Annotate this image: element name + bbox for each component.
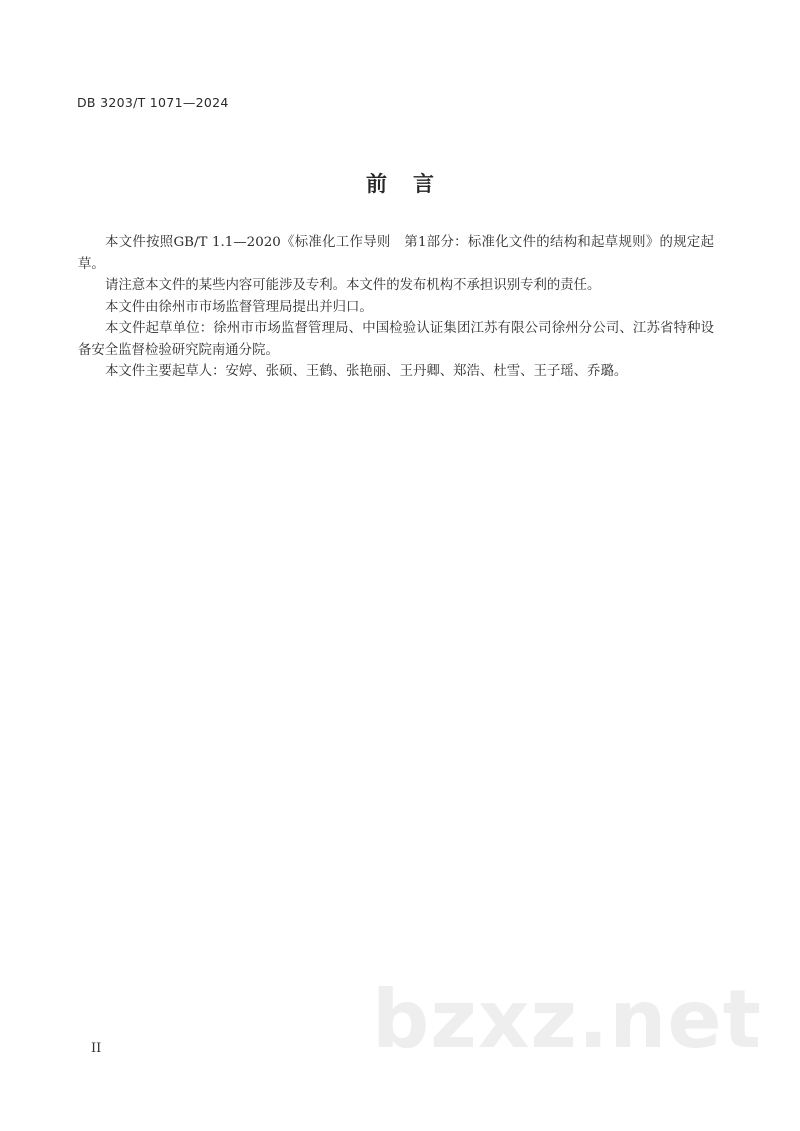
paragraph-proposer: 本文件由徐州市市场监督管理局提出并归口。 — [105, 299, 373, 315]
document-number: DB 3203/T 1071—2024 — [77, 95, 229, 110]
page-title: 前言 — [366, 172, 460, 196]
paragraph-drafters: 本文件主要起草人：安婷、张硕、王鹤、张艳丽、王丹卿、郑浩、杜雪、王子瑶、乔璐。 — [105, 364, 628, 379]
watermark: bzxz.net — [372, 973, 762, 1066]
paragraph-drafting-units: 本文件起草单位：徐州市市场监督管理局、中国检验认证集团江苏有限公司徐州分公司、江苏省特种设备安全监督检验研究院南通分院。 — [78, 321, 714, 358]
paragraph-patent-notice: 请注意本文件的某些内容可能涉及专利。本文件的发布机构不承担识别专利的责任。 — [105, 278, 601, 293]
paragraph-drafting-rules: 本文件按照GB/T 1.1—2020《标准化工作导则 第1部分：标准化文件的结构和起草规则》的规定起草。 — [78, 235, 714, 272]
page-number: II — [91, 1041, 102, 1056]
foreword-body — [78, 232, 714, 383]
